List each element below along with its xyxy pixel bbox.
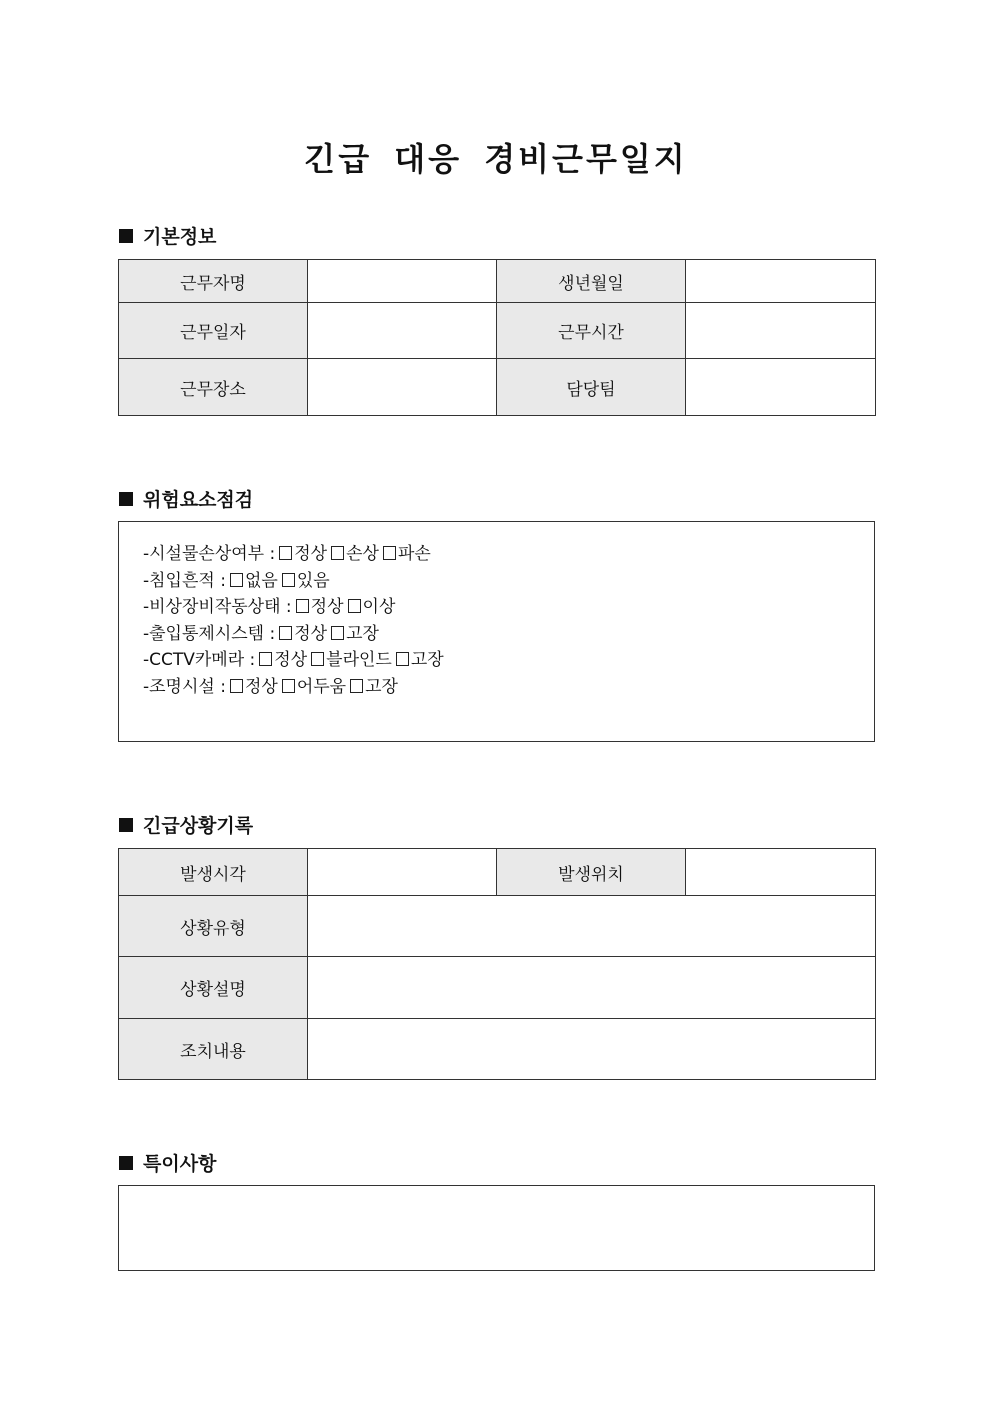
emergency-record-table — [118, 848, 876, 1080]
checkbox[interactable] — [282, 573, 295, 587]
checkbox-option-label: 없음 — [244, 570, 278, 591]
work-hours-field[interactable] — [686, 303, 876, 359]
action-taken-field[interactable] — [308, 1019, 876, 1080]
team-field[interactable] — [686, 359, 876, 416]
worker-name-label: 근무자명 — [119, 260, 308, 303]
situation-description-label: 상황설명 — [119, 957, 308, 1019]
section-heading-label: 위험요소점검 — [143, 489, 254, 511]
checkbox-option-label: 파손 — [397, 544, 431, 564]
checkbox-option-label: 블라인드 — [326, 650, 392, 671]
checkbox[interactable] — [331, 626, 344, 640]
checkbox[interactable] — [383, 546, 396, 560]
square-bullet-icon — [119, 229, 133, 243]
table-row — [119, 359, 876, 416]
risk-check-item-label: -시설물손상여부 : — [143, 544, 276, 564]
checkbox[interactable] — [331, 546, 344, 560]
special-notes-field[interactable] — [118, 1185, 875, 1271]
square-bullet-icon — [119, 1156, 133, 1170]
checkbox[interactable] — [350, 679, 363, 693]
risk-check-box — [118, 521, 875, 742]
risk-check-item-label: -CCTV카메라 : — [143, 650, 256, 671]
team-label: 담당팀 — [497, 359, 686, 416]
birth-date-field[interactable] — [686, 260, 876, 303]
checkbox-option-label: 정상 — [244, 676, 278, 697]
situation-type-field[interactable] — [308, 896, 876, 957]
work-place-field[interactable] — [308, 359, 497, 416]
occurrence-place-field[interactable] — [686, 849, 876, 896]
section-heading-special-notes — [119, 1149, 216, 1176]
risk-check-item — [143, 568, 874, 595]
section-heading-label: 긴급상황기록 — [143, 815, 254, 837]
section-heading-basic-info — [119, 222, 216, 249]
checkbox[interactable] — [279, 546, 292, 560]
section-heading-risk-check — [119, 485, 253, 512]
square-bullet-icon — [119, 818, 133, 832]
checkbox-option-label: 고장 — [365, 676, 398, 697]
checkbox-option-label: 정상 — [294, 623, 328, 644]
table-row — [119, 849, 876, 896]
checkbox-option-label: 고장 — [410, 650, 444, 671]
occurrence-place-label: 발생위치 — [497, 849, 686, 896]
basic-info-table — [118, 259, 876, 416]
situation-type-label: 상황유형 — [119, 896, 308, 957]
checkbox[interactable] — [230, 679, 243, 693]
checkbox-option-label: 어두움 — [296, 676, 347, 697]
checkbox-option-label: 고장 — [346, 623, 379, 644]
checkbox[interactable] — [259, 652, 272, 666]
risk-check-item-label: -침입흔적 : — [143, 570, 226, 591]
table-row — [119, 896, 876, 957]
checkbox[interactable] — [282, 679, 295, 693]
situation-description-field[interactable] — [308, 957, 876, 1019]
work-date-label: 근무일자 — [119, 303, 308, 359]
checkbox[interactable] — [396, 652, 409, 666]
risk-check-item — [143, 674, 874, 701]
work-hours-label: 근무시간 — [497, 303, 686, 359]
checkbox-option-label: 손상 — [346, 544, 379, 564]
action-taken-label: 조치내용 — [119, 1019, 308, 1080]
risk-check-item — [143, 647, 874, 674]
checkbox-option-label: 정상 — [310, 597, 344, 618]
checkbox-option-label: 이상 — [362, 597, 396, 618]
risk-check-list — [119, 522, 874, 701]
section-heading-label: 기본정보 — [143, 226, 217, 248]
table-row — [119, 303, 876, 359]
risk-check-item-label: -출입통제시스템 : — [143, 623, 276, 644]
checkbox-option-label: 있음 — [296, 570, 330, 591]
checkbox[interactable] — [311, 652, 324, 666]
checkbox[interactable] — [230, 573, 243, 587]
square-bullet-icon — [119, 492, 133, 506]
birth-date-label: 생년월일 — [497, 260, 686, 303]
checkbox-option-label: 정상 — [274, 650, 308, 671]
table-row — [119, 957, 876, 1019]
checkbox[interactable] — [279, 626, 292, 640]
risk-check-item-label: -비상장비작동상태 : — [143, 597, 292, 618]
risk-check-item-label: -조명시설 : — [143, 676, 226, 697]
work-date-field[interactable] — [308, 303, 497, 359]
checkbox-option-label: 정상 — [294, 544, 328, 564]
document-title: 긴급 대응 경비근무일지 — [304, 140, 688, 178]
table-row — [119, 260, 876, 303]
occurrence-time-field[interactable] — [308, 849, 497, 896]
section-heading-label: 특이사항 — [143, 1153, 217, 1175]
occurrence-time-label: 발생시각 — [119, 849, 308, 896]
risk-check-item — [143, 541, 874, 568]
risk-check-item — [143, 594, 874, 621]
risk-check-item — [143, 621, 874, 648]
section-heading-emergency-record — [119, 811, 253, 838]
work-place-label: 근무장소 — [119, 359, 308, 416]
checkbox[interactable] — [296, 599, 309, 613]
worker-name-field[interactable] — [308, 260, 497, 303]
table-row — [119, 1019, 876, 1080]
checkbox[interactable] — [348, 599, 361, 613]
